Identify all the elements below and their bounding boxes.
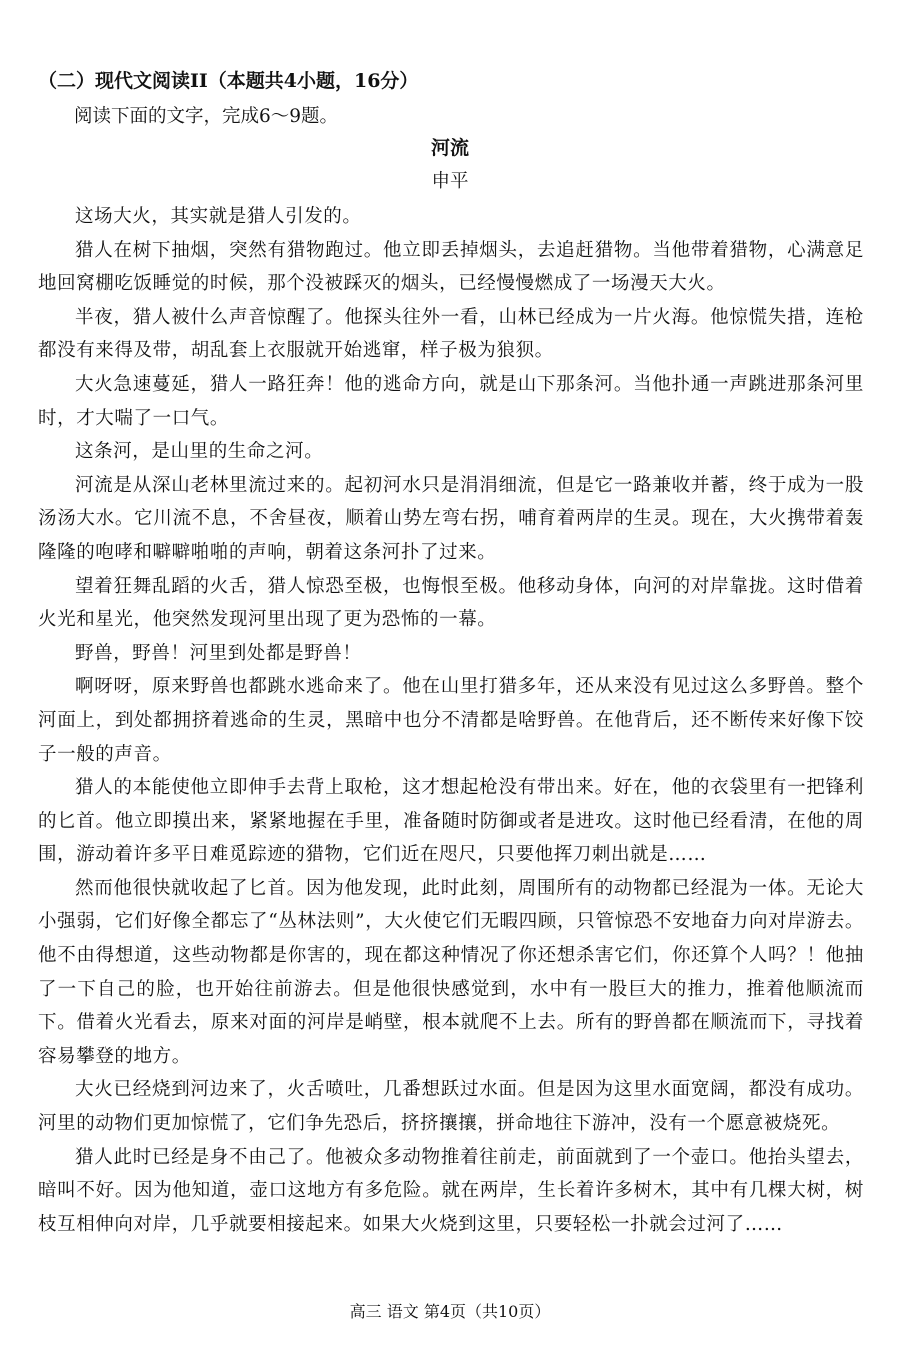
paragraph: 望着狂舞乱蹈的火舌，猎人惊恐至极，也悔恨至极。他移动身体，向河的对岸靠拢。这时借着火光和星光，他突然发现河里出现了更为恐怖的一幕。 bbox=[38, 575, 864, 631]
paragraph: 这条河，是山里的生命之河。 bbox=[75, 441, 324, 463]
reading-instruction: 阅读下面的文字，完成6～9题。 bbox=[74, 106, 339, 127]
section-heading: （二）现代文阅读II（本题共4小题，16分） bbox=[38, 70, 419, 92]
article-author: 申平 bbox=[431, 171, 469, 192]
paragraph: 猎人的本能使他立即伸手去背上取枪，这才想起枪没有带出来。好在，他的衣袋里有一把锋利的匕首。他立即摸出来，紧紧地握在手里，准备随时防御或者是进攻。这时他已经看清，在他的周围，游动着许多平日难觅踪迹的猎物，它们近在咫尺，只要他挥刀刺出就是…… bbox=[38, 777, 864, 866]
paragraph: 大火急速蔓延，猎人一路狂奔！他的逃命方向，就是山下那条河。当他扑通一声跳进那条河里时，才大喘了一口气。 bbox=[38, 373, 864, 429]
paragraph: 猎人此时已经是身不由己了。他被众多动物推着往前走，前面就到了一个壶口。他抬头望去，暗叫不好。因为他知道，壶口这地方有多危险。就在两岸，生长着许多树木，其中有几棵大树，树枝互相伸向对岸，几乎就要相接起来。如果大火烧到这里，只要轻松一扑就会过河了…… bbox=[38, 1146, 864, 1235]
paragraph: 河流是从深山老林里流过来的。起初河水只是涓涓细流，但是它一路兼收并蓄，终于成为一股汤汤大水。它川流不息，不舍昼夜，顺着山势左弯右拐，哺育着两岸的生灵。现在，大火携带着轰隆隆的咆哮和噼噼啪啪的声响，朝着这条河扑了过来。 bbox=[38, 474, 864, 563]
article-body bbox=[38, 200, 864, 1241]
paragraph: 这场大火，其实就是猎人引发的。 bbox=[75, 206, 362, 227]
page-footer: 高三 语文 第4页（共10页） bbox=[349, 1302, 551, 1321]
paragraph: 啊呀呀，原来野兽也都跳水逃命来了。他在山里打猎多年，还从来没有见过这么多野兽。整个河面上，到处都拥挤着逃命的生灵，黑暗中也分不清都是啥野兽。在他背后，还不断传来好像下饺子一般的声音。 bbox=[38, 676, 864, 765]
paragraph: 野兽，野兽！河里到处都是野兽！ bbox=[75, 642, 362, 664]
paragraph: 大火已经烧到河边来了，火舌喷吐，几番想跃过水面。但是因为这里水面宽阔，都没有成功。河里的动物们更加惊慌了，它们争先恐后，挤挤攘攘，拼命地往下游冲，没有一个愿意被烧死。 bbox=[38, 1079, 864, 1135]
paragraph: 猎人在树下抽烟，突然有猎物跑过。他立即丢掉烟头，去追赶猎物。当他带着猎物，心满意足地回窝棚吃饭睡觉的时候，那个没被踩灭的烟头，已经慢慢燃成了一场漫天大火。 bbox=[38, 239, 864, 295]
paragraph: 半夜，猎人被什么声音惊醒了。他探头往外一看，山林已经成为一片火海。他惊慌失措，连枪都没有来得及带，胡乱套上衣服就开始逃窜，样子极为狼狈。 bbox=[38, 306, 864, 362]
article-title: 河流 bbox=[430, 137, 469, 159]
paragraph: 然而他很快就收起了匕首。因为他发现，此时此刻，周围所有的动物都已经混为一体。无论大小强弱，它们好像全都忘了“丛林法则”，大火使它们无暇四顾，只管惊恐不安地奋力向对岸游去。他不由得想道，这些动物都是你害的，现在都这种情况了你还想杀害它们，你还算个人吗？！他抽了一下自己的脸，也开始往前游去。但是他很快感觉到，水中有一股巨大的推力，推着他顺流而下。借着火光看去，原来对面的河岸是峭壁，根本就爬不上去。所有的野兽都在顺流而下，寻找着容易攀登的地方。 bbox=[38, 877, 864, 1067]
